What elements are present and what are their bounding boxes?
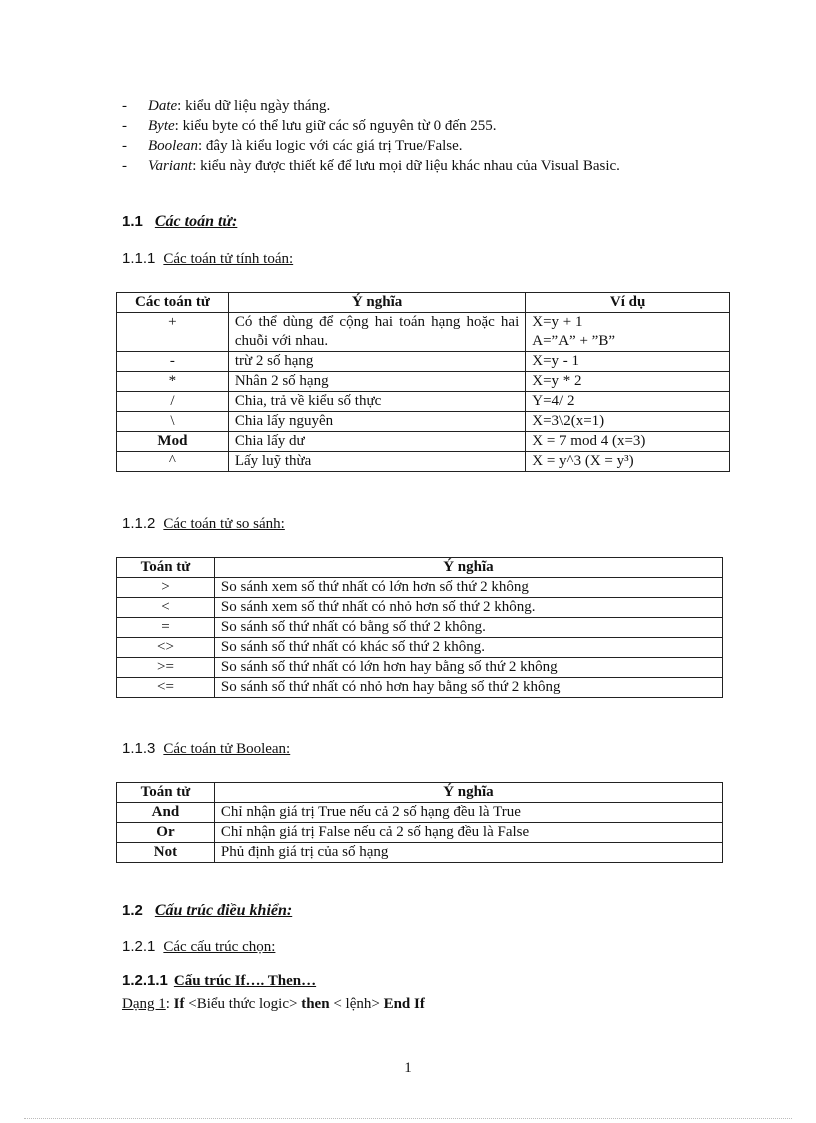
operator-cell: Not	[117, 843, 215, 863]
section-title: Cấu trúc điều khiển:	[154, 902, 293, 919]
description: : kiểu byte có thể lưu giữ các số nguyên từ 0 đến 255.	[174, 118, 497, 134]
operator-cell: /	[117, 392, 229, 412]
table-row	[117, 432, 730, 452]
meaning-cell: Phủ định giá trị của số hạng	[214, 843, 722, 863]
condition-placeholder: <Biểu thức logic>	[184, 996, 302, 1012]
section-number: 1.2.1	[122, 938, 156, 955]
table-header: Toán tử	[117, 558, 215, 578]
term: Boolean	[148, 138, 198, 154]
table-row	[117, 618, 723, 638]
term: Variant	[148, 158, 193, 174]
table-row	[117, 803, 723, 823]
table-row	[117, 678, 723, 698]
meaning-cell: So sánh số thứ nhất có bằng số thứ 2 không.	[214, 618, 722, 638]
comparison-operators-table	[116, 557, 723, 698]
statement-placeholder: < lệnh>	[329, 996, 384, 1012]
description: : kiểu dữ liệu ngày tháng.	[177, 98, 331, 114]
section-number: 1.1.2	[122, 515, 156, 532]
operator-cell: <=	[117, 678, 215, 698]
section-heading-1-1-1	[122, 250, 293, 268]
table-header: Ý nghĩa	[214, 783, 722, 803]
example-cell: X = y^3 (X = y³)	[526, 452, 730, 472]
section-number: 1.2	[122, 902, 143, 919]
meaning-cell: So sánh số thứ nhất có khác số thứ 2 không.	[214, 638, 722, 658]
operator-cell: +	[117, 313, 229, 352]
list-item: - Date: kiểu dữ liệu ngày tháng.	[122, 98, 331, 114]
table-header: Ý nghĩa	[214, 558, 722, 578]
keyword-end-if: End If	[383, 996, 425, 1012]
table-header: Toán tử	[117, 783, 215, 803]
section-number: 1.1.3	[122, 740, 156, 757]
meaning-cell: So sánh xem số thứ nhất có lớn hơn số thứ 2 không	[214, 578, 722, 598]
example-cell: X=y * 2	[526, 372, 730, 392]
arithmetic-operators-table	[116, 292, 730, 472]
type-list	[122, 96, 692, 176]
form-label: Dạng 1	[122, 996, 166, 1012]
description: : kiểu này được thiết kế để lưu mọi dữ liệu khác nhau của Visual Basic.	[192, 158, 620, 174]
section-number: 1.1	[122, 213, 143, 230]
operator-cell: -	[117, 352, 229, 372]
meaning-cell: So sánh số thứ nhất có lớn hơn hay bằng số thứ 2 không	[214, 658, 722, 678]
operator-cell: >	[117, 578, 215, 598]
operator-cell: Or	[117, 823, 215, 843]
section-title: Các toán tử:	[154, 213, 238, 230]
form-colon: :	[165, 996, 174, 1012]
operator-cell: =	[117, 618, 215, 638]
section-title: Các toán tử tính toán:	[163, 251, 294, 267]
operator-cell: >=	[117, 658, 215, 678]
meaning-cell: Chia lấy nguyên	[228, 412, 525, 432]
table-row	[117, 598, 723, 618]
example-cell: X=y - 1	[526, 352, 730, 372]
operator-cell: <	[117, 598, 215, 618]
term: Date	[148, 98, 178, 114]
syntax-form-1	[122, 996, 425, 1013]
meaning-cell: So sánh xem số thứ nhất có nhỏ hơn số thứ 2 không.	[214, 598, 722, 618]
list-item: - Byte: kiểu byte có thể lưu giữ các số nguyên từ 0 đến 255.	[122, 118, 497, 134]
section-title: Các cấu trúc chọn:	[163, 939, 276, 955]
meaning-cell: Chỉ nhận giá trị True nếu cả 2 số hạng đều là True	[214, 803, 722, 823]
section-heading-1-1-2	[122, 515, 285, 533]
example-cell: Y=4/ 2	[526, 392, 730, 412]
term: Byte	[148, 118, 175, 134]
meaning-cell: Nhân 2 số hạng	[228, 372, 525, 392]
table-row	[117, 578, 723, 598]
keyword-then: then	[301, 996, 330, 1012]
section-heading-1-2-1	[122, 938, 275, 956]
table-header: Ví dụ	[526, 293, 730, 313]
operator-cell: \	[117, 412, 229, 432]
meaning-cell: Chia lấy dư	[228, 432, 525, 452]
operator-cell: And	[117, 803, 215, 823]
section-title: Các toán tử Boolean:	[163, 741, 291, 757]
page-bottom-divider	[24, 1118, 792, 1119]
example-cell: X=y + 1 A=”A” + ”B”	[526, 313, 730, 352]
section-number: 1.1.1	[122, 250, 156, 267]
table-header: Các toán tử	[117, 293, 229, 313]
list-item: - Variant: kiểu này được thiết kế để lưu mọi dữ liệu khác nhau của Visual Basic.	[122, 158, 620, 174]
example-cell: X = 7 mod 4 (x=3)	[526, 432, 730, 452]
meaning-cell: Lấy luỹ thừa	[228, 452, 525, 472]
boolean-operators-table	[116, 782, 723, 863]
section-heading-1-2-1-1	[122, 972, 316, 990]
table-row	[117, 392, 730, 412]
description: : đây là kiểu logic với các giá trị True/False.	[198, 138, 463, 154]
section-heading-1-1	[122, 213, 237, 231]
meaning-cell: Chia, trả về kiểu số thực	[228, 392, 525, 412]
section-heading-1-1-3	[122, 740, 290, 758]
operator-cell: <>	[117, 638, 215, 658]
operator-cell: Mod	[117, 432, 229, 452]
table-row	[117, 412, 730, 432]
section-heading-1-2	[122, 902, 292, 920]
keyword-if: If	[173, 996, 185, 1012]
table-row	[117, 638, 723, 658]
operator-cell: ^	[117, 452, 229, 472]
table-row	[117, 372, 730, 392]
meaning-cell: So sánh số thứ nhất có nhỏ hơn hay bằng số thứ 2 không	[214, 678, 722, 698]
meaning-cell: trừ 2 số hạng	[228, 352, 525, 372]
table-row	[117, 823, 723, 843]
section-number: 1.2.1.1	[122, 972, 168, 989]
table-row	[117, 658, 723, 678]
table-row	[117, 352, 730, 372]
table-row	[117, 843, 723, 863]
table-row	[117, 313, 730, 352]
operator-cell: *	[117, 372, 229, 392]
meaning-cell: Có thể dùng để cộng hai toán hạng hoặc hai chuỗi với nhau.	[228, 313, 525, 352]
table-row	[117, 452, 730, 472]
page-number: 1	[404, 1060, 412, 1076]
section-title: Cấu trúc If…. Then…	[173, 973, 317, 989]
meaning-cell: Chỉ nhận giá trị False nếu cả 2 số hạng đều là False	[214, 823, 722, 843]
table-header: Ý nghĩa	[228, 293, 525, 313]
list-item: - Boolean: đây là kiểu logic với các giá trị True/False.	[122, 138, 463, 154]
example-cell: X=3\2(x=1)	[526, 412, 730, 432]
section-title: Các toán tử so sánh:	[163, 516, 285, 532]
